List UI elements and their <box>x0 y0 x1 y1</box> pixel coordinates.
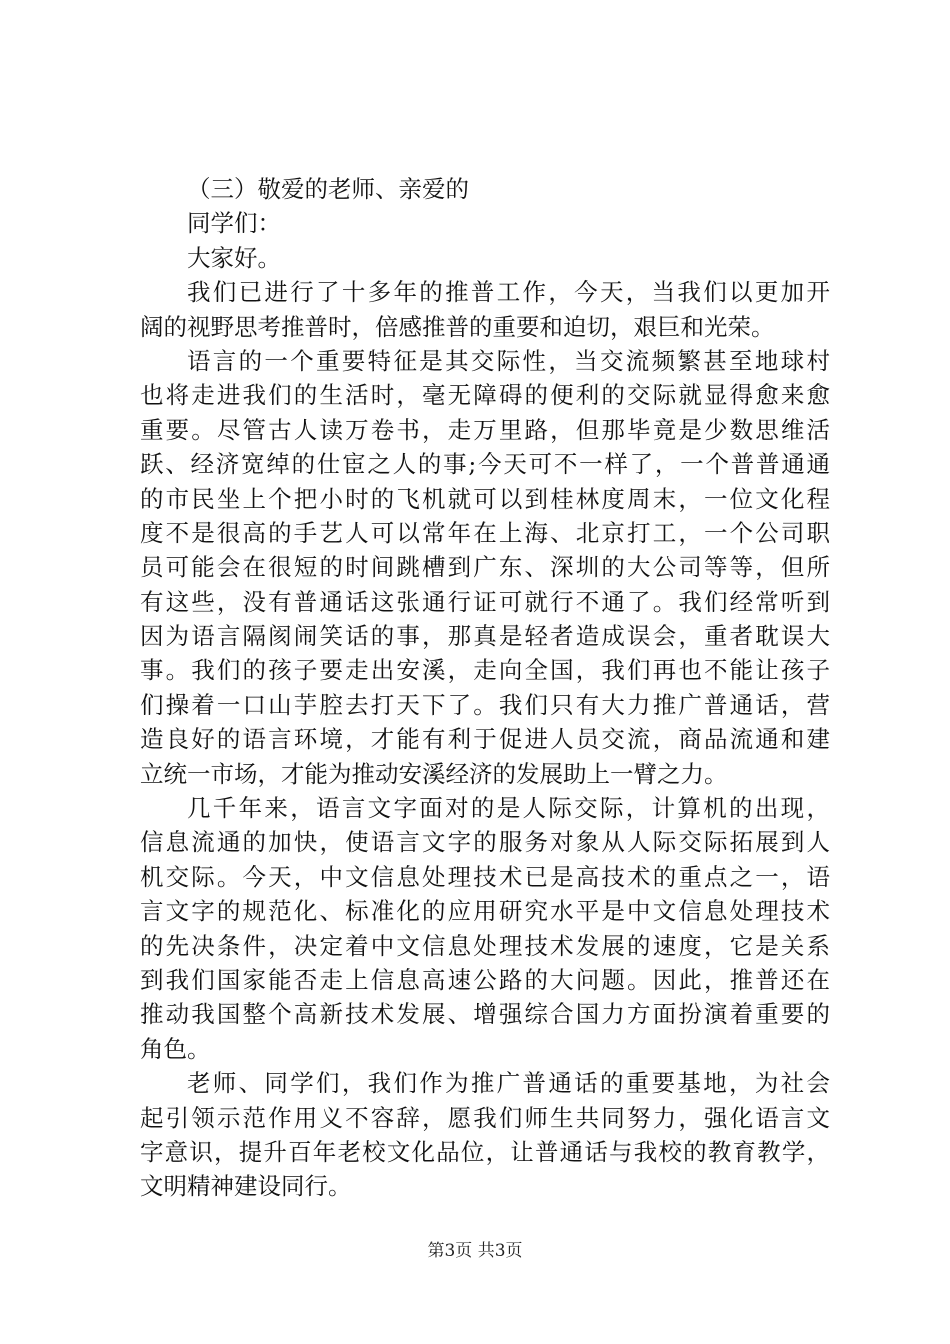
paragraph-line: 事。我们的孩子要走出安溪，走向全国，我们再也不能让孩子 <box>140 656 830 685</box>
paragraph-line: 们操着一口山芋腔去打天下了。我们只有大力推广普通话，营 <box>140 690 830 719</box>
paragraph-line: 言文字的规范化、标准化的应用研究水平是中文信息处理技术 <box>140 897 830 926</box>
paragraph-line: 老师、同学们，我们作为推广普通话的重要基地，为社会 <box>187 1069 830 1098</box>
paragraph-line: 跃、经济宽绰的仕宦之人的事;今天可不一样了，一个普普通通 <box>140 450 830 479</box>
paragraph-line: 到我们国家能否走上信息高速公路的大问题。因此，推普还在 <box>140 965 830 994</box>
paragraph-1 <box>140 275 830 344</box>
paragraph-line: 造良好的语言环境，才能有利于促进人员交流，商品流通和建 <box>140 725 830 754</box>
paragraph-line: 重要。尽管古人读万卷书，走万里路，但那毕竟是少数思维活 <box>140 415 830 444</box>
paragraph-line: 度不是很高的手艺人可以常年在上海、北京打工，一个公司职 <box>140 518 830 547</box>
salutation-line: 同学们： <box>187 209 281 238</box>
paragraph-4 <box>140 1066 830 1204</box>
paragraph-line: 因为语言隔阂闹笑话的事，那真是轻者造成误会，重者耽误大 <box>140 622 830 651</box>
paragraph-line: 的先决条件，决定着中文信息处理技术发展的速度，它是关系 <box>140 931 830 960</box>
paragraph-3 <box>140 791 830 1066</box>
greeting-line: 大家好。 <box>187 243 281 272</box>
paragraph-line: 有这些，没有普通话这张通行证可就行不通了。我们经常听到 <box>140 587 830 616</box>
paragraph-line: 文明精神建设同行。 <box>140 1172 352 1201</box>
paragraph-2 <box>140 344 830 791</box>
paragraph-line: 我们已进行了十多年的推普工作，今天，当我们以更加开 <box>187 278 830 307</box>
document-body <box>140 172 830 1204</box>
paragraph-line: 也将走进我们的生活时，毫无障碍的便利的交际就显得愈来愈 <box>140 381 830 410</box>
paragraph-line: 机交际。今天，中文信息处理技术已是高技术的重点之一，语 <box>140 862 830 891</box>
paragraph-line: 语言的一个重要特征是其交际性，当交流频繁甚至地球村 <box>187 346 830 375</box>
paragraph-line: 阔的视野思考推普时，倍感推普的重要和迫切，艰巨和光荣。 <box>140 312 775 341</box>
paragraph-line: 立统一市场，才能为推动安溪经济的发展助上一臂之力。 <box>140 759 728 788</box>
heading-line: （三）敬爱的老师、亲爱的 <box>187 175 469 203</box>
paragraph-line: 字意识，提升百年老校文化品位，让普通话与我校的教育教学， <box>140 1137 830 1166</box>
paragraph-line: 角色。 <box>140 1034 211 1063</box>
page-number-footer: 第3页 共3页 <box>427 1241 523 1261</box>
paragraph-line: 起引领示范作用义不容辞，愿我们师生共同努力，强化语言文 <box>140 1103 830 1132</box>
paragraph-line: 员可能会在很短的时间跳槽到广东、深圳的大公司等等，但所 <box>140 553 830 582</box>
paragraph-line: 推动我国整个高新技术发展、增强综合国力方面扮演着重要的 <box>140 1000 830 1029</box>
paragraph-line: 的市民坐上个把小时的飞机就可以到桂林度周末，一位文化程 <box>140 484 830 513</box>
paragraph-line: 几千年来，语言文字面对的是人际交际，计算机的出现， <box>187 794 830 823</box>
paragraph-line: 信息流通的加快，使语言文字的服务对象从人际交际拓展到人 <box>140 828 830 857</box>
